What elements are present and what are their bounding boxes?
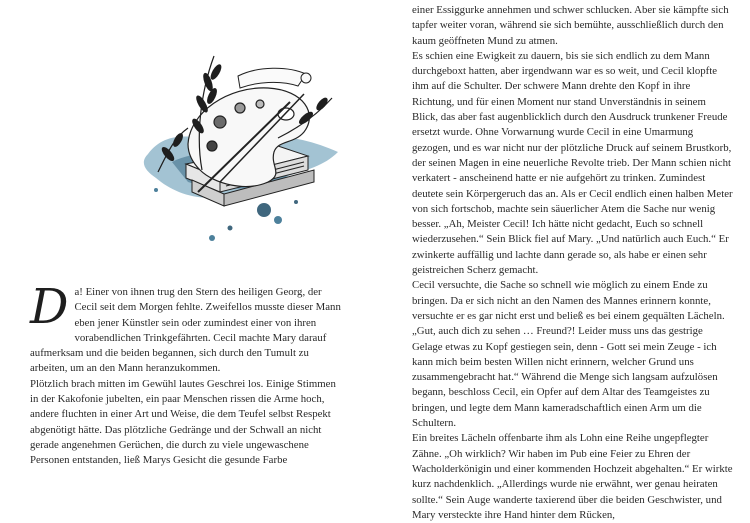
paragraph-1: a! Einer von ihnen trug den Stern des heiligen Georg, der Cecil seit dem Morgen fehlte. Zweifellos musste dieser Mann eben jener Künstler sein oder zumindest einer von ihren vorabendlichen Trinkgefährten. Cecil machte Mary darauf aufmerksam und die beiden begannen, sich durch den Tumult zu arbeiten, um an den Mann heranzukommen.: [30, 286, 341, 375]
left-page-text: [30, 279, 346, 469]
scroll-illustration: [238, 68, 311, 88]
paragraph: Es schien eine Ewigkeit zu dauern, bis sie sich endlich zu dem Mann durchgeboxt hatten, aber irgendwann war es so weit, und Cecil klopfte ihm auf die Schulter. Der schwere Mann drehte den Kopf in ihre Richtung, und für einen Moment nur stand Unverständnis in seinem Blick, das aber fast augenblicklich durch den Ausdruck trunkener Freude ersetzt wurde. Ohne Vorwarnung wurde Cecil in eine Umarmung gezogen, und es war nicht nur der plötzliche Druck auf seinem Brustkorb, der seinen Magen in eine neuerliche Revolte trieb. Der Mann schien nicht verkatert - anscheinend hatte er nie aufgehört zu trinken. Zumindest deutete sein Körpergeruch das an. Als er Cecil endlich einen halben Meter von sich fortschob, machte sein säuerlicher Atem die Sache nur wenig besser. „Ah, Meister Cecil! Ich hätte nicht gedacht, Euch so schnell wiederzusehen.“ Sein Blick fiel auf Mary. „Und natürlich auch Euch.“ Er zwinkerte auffällig und lachte dann gerade so, als habe er einen sehr geistreichen Scherz gemacht.: [412, 49, 733, 277]
paragraph-2: Plötzlich brach mitten im Gewühl lautes Geschrei los. Einige Stimmen in der Kakofonie jubelten, ein paar Menschen rissen die Arme hoch, andere fluchten in einer Art und Weise, die dem Teufel selbst Respekt abgenötigt hätte. Das plötzliche Gedränge und der Schwall an nicht gerade angenehmen Gerüchen, die durch zu viele ungewaschene Personen entstanden, ließ Marys Gesicht die gesunde Farbe: [30, 377, 336, 467]
right-page: [375, 0, 750, 521]
left-page: [0, 0, 375, 467]
paragraph: Ein breites Lächeln offenbarte ihm als Lohn eine Reihe ungepflegter Zähne. „Oh wirklich? Wir haben im Pub eine Feier zu Ehren der Wacholderkönigin und einer kommenden Hochzeit abgehalten.“ Er wirkte kurz nachdenklich. „Allerdings wurde nie erwähnt, wer genau heiraten sollte.“ Sein Auge wanderte taxierend über die beiden Geschwister, und Mary versteckte ihre Hand hinter dem Rücken,: [412, 432, 733, 521]
paragraph: einer Essiggurke annehmen und schwer schlucken. Aber sie kämpfte sich tapfer weiter voran, während sie sich bemühte, ausschließlich durch den kaum geöffneten Mund zu atmen.: [412, 4, 729, 47]
drop-cap: D: [30, 279, 69, 335]
paragraph: Cecil versuchte, die Sache so schnell wie möglich zu einem Ende zu bringen. Da er sich nicht an den Namen des Mannes erinnern konnte, versuchte er es gar nicht erst und beließ es bei einem gequälten Lächeln. „Gut, auch dich zu sehen … Freund?! Leider muss uns das gestrige Gelage etwas zu Kopf gestiegen sein, denn - Gott sei mein Zeuge - ich kann mich beim besten Willen nicht erinnern, welcher Grund uns zusammengebracht hat.“ Während die Menge sich langsam aufzulösen begann, beschloss Cecil, ein Opfer auf dem Altar des Teamgeistes zu bringen, und legte dem Mann kameradschaftlich einen Arm um die Schultern.: [412, 279, 725, 430]
right-page-text: [412, 3, 734, 523]
palette-books-illustration: [128, 42, 348, 252]
